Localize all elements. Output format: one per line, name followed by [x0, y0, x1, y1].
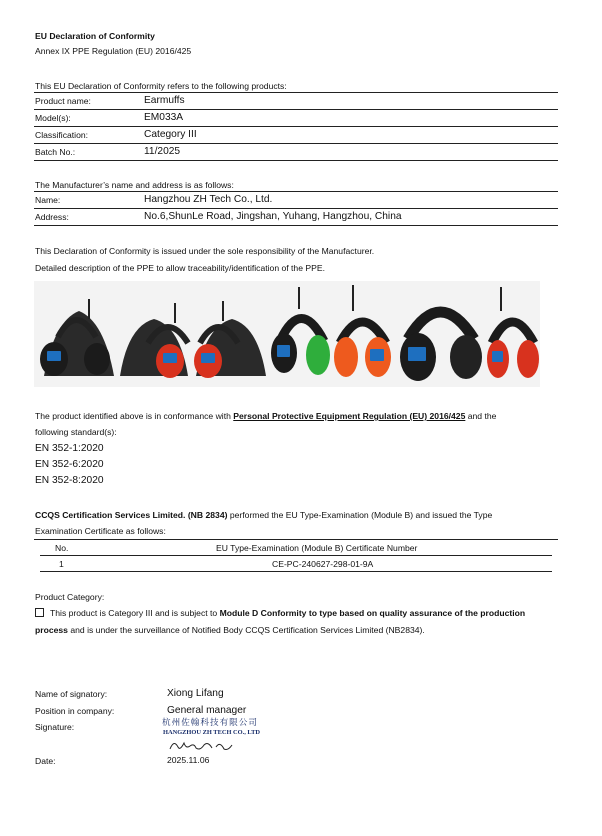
product-photo-5	[334, 281, 394, 387]
batch-row	[34, 144, 558, 161]
manufacturer-address-row	[34, 209, 558, 226]
signature-label: Signature:	[35, 722, 75, 732]
classification-label: Classification:	[35, 130, 89, 140]
manufacturer-intro: The Manufacturer’s name and address is as follows:	[35, 180, 234, 190]
date-value: 2025.11.06	[167, 755, 210, 765]
description-statement: Detailed description of the PPE to allow traceability/identification of the PPE.	[35, 263, 325, 273]
product-photo-2	[118, 281, 192, 387]
standard-item: EN 352-1:2020	[35, 443, 104, 454]
cert-row-no: 1	[59, 559, 64, 569]
position-label: Position in company:	[35, 706, 115, 716]
category-process: process	[35, 625, 68, 635]
manufacturer-name-row	[34, 192, 558, 209]
notified-body: CCQS Certification Services Limited. (NB 2834)	[35, 510, 228, 520]
model-value: EM033A	[144, 112, 184, 123]
product-name-value: Earmuffs	[144, 95, 185, 106]
product-photo-6	[394, 281, 486, 387]
category-text-post: and is under the surveillance of Notified Body CCQS Certification Services Limited (NB2834).	[70, 625, 425, 635]
manufacturer-address-label: Address:	[35, 212, 69, 222]
cert-row-number: CE-PC-240627-298-01-9A	[272, 559, 374, 569]
model-row	[34, 110, 558, 127]
certification-text-cont: Examination Certificate as follows:	[35, 526, 166, 536]
standards-intro: following standard(s):	[35, 427, 117, 437]
product-photo-3	[192, 281, 268, 387]
signatory-name-label: Name of signatory:	[35, 689, 108, 699]
company-stamp-en: HANGZHOU ZH TECH CO., LTD	[163, 729, 260, 736]
date-label: Date:	[35, 756, 56, 766]
product-photo-4	[268, 281, 334, 387]
handwritten-signature	[168, 737, 238, 753]
manufacturer-address-value: No.6,ShunLe Road, Jingshan, Yuhang, Hangzhou, China	[144, 211, 402, 222]
product-category-label: Product Category:	[35, 592, 105, 602]
regulation-reference: Personal Protective Equipment Regulation (EU) 2016/425	[233, 411, 466, 421]
category-statement	[35, 608, 525, 618]
regulation-subtitle: Annex IX PPE Regulation (EU) 2016/425	[35, 46, 192, 56]
category-module-d: Module D Conformity to type based on quality assurance of the production	[219, 608, 526, 618]
category-checkbox[interactable]	[35, 608, 44, 617]
document-title: EU Declaration of Conformity	[35, 31, 155, 41]
standard-item: EN 352-8:2020	[35, 475, 104, 486]
certification-statement	[35, 510, 492, 520]
cert-table-bottom-rule	[40, 571, 552, 572]
responsibility-statement: This Declaration of Conformity is issued under the sole responsibility of the Manufacturer.	[35, 246, 375, 256]
classification-value: Category III	[144, 129, 197, 140]
position-value: General manager	[167, 705, 247, 716]
conformance-post: and the	[467, 411, 497, 421]
manufacturer-name-label: Name:	[35, 195, 61, 205]
cert-table-mid-rule	[40, 555, 552, 556]
cert-col-no-header: No.	[55, 543, 69, 553]
manufacturer-name-value: Hangzhou ZH Tech Co., Ltd.	[144, 194, 273, 205]
standard-item: EN 352-6:2020	[35, 459, 104, 470]
product-name-label: Product name:	[35, 96, 91, 106]
certification-text: performed the EU Type-Examination (Module B) and issued the Type	[229, 510, 493, 520]
cert-table-top-rule	[34, 539, 558, 540]
classification-row	[34, 127, 558, 144]
batch-label: Batch No.:	[35, 147, 76, 157]
products-intro: This EU Declaration of Conformity refers to the following products:	[35, 81, 287, 91]
category-text-pre: This product is Category III and is subject to	[50, 608, 218, 618]
conformance-pre: The product identified above is in conformance with	[35, 411, 231, 421]
product-photo-1	[34, 281, 118, 387]
product-photo-7	[486, 281, 540, 387]
conformance-statement	[35, 411, 496, 421]
company-stamp-cn: 杭州佐翰科技有限公司	[162, 717, 258, 727]
product-name-row	[34, 93, 558, 110]
signatory-name: Xiong Lifang	[167, 688, 224, 699]
cert-col-number-header: EU Type-Examination (Module B) Certificate Number	[216, 543, 418, 553]
batch-value: 11/2025	[144, 146, 181, 157]
model-label: Model(s):	[35, 113, 71, 123]
category-statement-cont	[35, 625, 425, 635]
